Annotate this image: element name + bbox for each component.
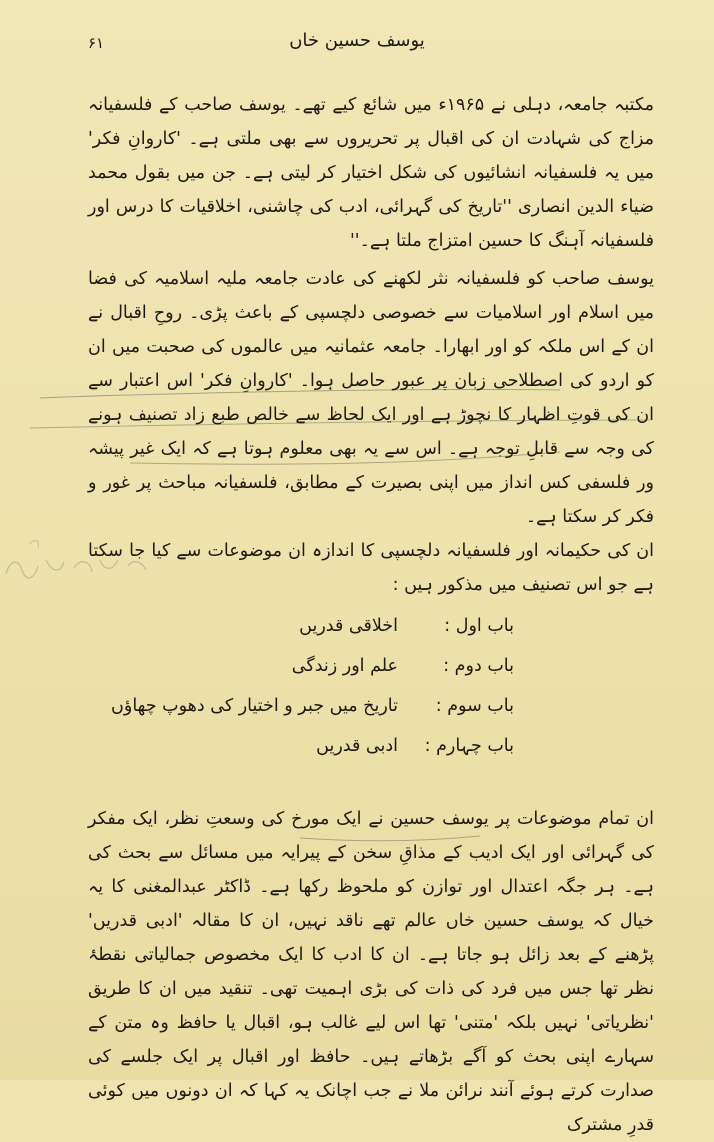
chapter-title: ادبی قدریں	[316, 736, 398, 756]
chapter-item	[88, 686, 654, 726]
chapter-item	[88, 726, 654, 766]
chapter-label: باب چہارم :	[424, 736, 514, 756]
chapter-item	[88, 646, 654, 686]
body-text	[88, 88, 654, 1142]
paragraph-1: مکتبہ جامعہ، دہلی نے ۱۹۶۵ء میں شائع کیے تھے۔ یوسف صاحب کے فلسفیانہ مزاج کی شہادت ان کی اقبال پر تحریروں سے بھی ملتی ہے۔ 'کاروانِ فکر' میں یہ فلسفیانہ انشائیوں کی شکل اختیار کر لیتی ہے۔ جن میں بقول محمد ضیاء الدین انصاری ''تاریخ کی گہرائی، ادب کی چاشنی، اخلاقیات کا درس اور فلسفیانہ آہنگ کا حسین امتزاج ملتا ہے۔''	[88, 95, 654, 251]
chapter-label: باب دوم :	[443, 656, 514, 676]
paragraph-2: یوسف صاحب کو فلسفیانہ نثر لکھنے کی عادت جامعہ ملیہ اسلامیہ کی فضا میں اسلام اور اسلامیات سے خصوصی دلچسپی کے باعث پڑی۔ روحِ اقبال نے ان کے اس ملکہ کو اور ابھارا۔ جامعہ عثمانیہ میں عالموں کی صحبت میں ان کو اردو کی اصطلاحی زبان پر عبور حاصل ہوا۔ 'کاروانِ فکر' اس اعتبار سے ان کی قوتِ اظہار کا نچوڑ ہے اور ایک لحاظ سے خالص طبع زاد تصنیف ہونے کی وجہ سے قابلِ توجہ ہے۔ اس سے یہ بھی معلوم ہوتا ہے کہ ایک غیر پیشہ ور فلسفی کس انداز میں اپنی بصیرت کے مطابق، فلسفیانہ مباحث پر غور و فکر کر سکتا ہے۔	[88, 269, 654, 527]
running-head: یوسف حسین خاں	[289, 30, 425, 51]
chapter-list	[88, 606, 654, 766]
chapter-label: باب سوم :	[435, 696, 514, 716]
paragraph-3: ان کی حکیمانہ اور فلسفیانہ دلچسپی کا اندازہ ان موضوعات سے کیا جا سکتا ہے جو اس تصنیف میں مذکور ہیں :	[88, 541, 654, 595]
chapter-title: اخلاقی قدریں	[299, 616, 398, 636]
closing-paragraph: ان تمام موضوعات پر یوسف حسین نے ایک مورخ کی وسعتِ نظر، ایک مفکر کی گہرائی اور ایک ادیب کے مذاقِ سخن کے پیرایہ میں مسائل سے بحث کی ہے۔ ہر جگہ اعتدال اور توازن کو ملحوظ رکھا ہے۔ ڈاکٹر عبدالمغنی کا یہ خیال کہ یوسف حسین خاں عالم تھے ناقد نہیں، ان کا مقالہ 'ادبی قدریں' پڑھنے کے بعد زائل ہو جاتا ہے۔ ان کا ادب کا ایک مخصوص جمالیاتی نقطۂ نظر تھا جس میں فرد کی ذات کی بڑی اہمیت تھی۔ تنقید میں ان کا طریق 'نظریاتی' نہیں بلکہ 'متنی' تھا اس لیے غالب ہو، اقبال یا حافظ وہ متن کے سہارے اپنی بحث کو آگے بڑھاتے ہیں۔ حافظ اور اقبال پر ایک جلسے کی صدارت کرتے ہوئے آنند نرائن ملا نے جب اچانک یہ کہا کہ ان دونوں میں کوئی قدرِ مشترک	[88, 809, 654, 1135]
page-header	[0, 30, 714, 60]
chapter-title: علم اور زندگی	[291, 656, 398, 676]
chapter-item	[88, 606, 654, 646]
page-number: ۶۱	[88, 34, 105, 52]
chapter-title: تاریخ میں جبر و اختیار کی دھوپ چھاؤں	[111, 696, 398, 716]
chapter-label: باب اول :	[444, 616, 514, 636]
